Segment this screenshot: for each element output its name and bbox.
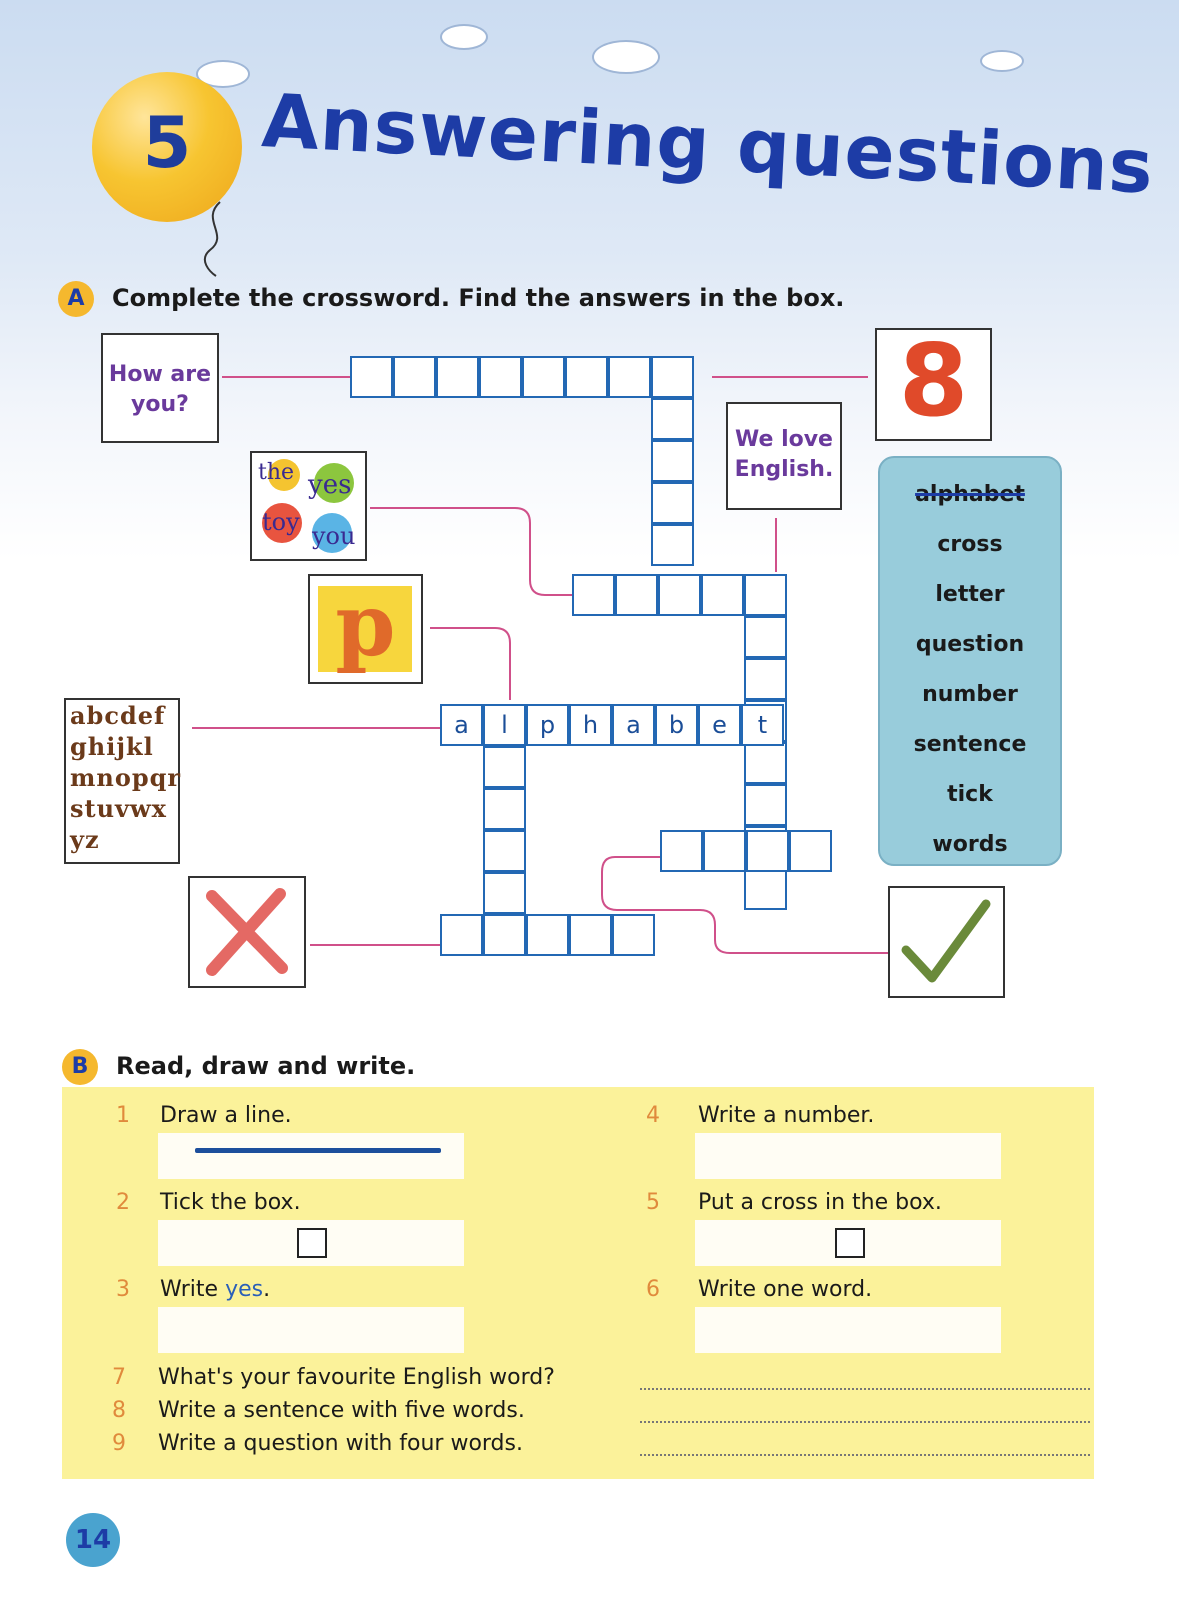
crossword-filled-cell[interactable]: l (483, 704, 526, 746)
tick-checkbox[interactable] (297, 1228, 327, 1258)
cross-checkbox[interactable] (835, 1228, 865, 1258)
item-text: Draw a line. (160, 1103, 292, 1128)
item-number: 1 (116, 1103, 130, 1128)
unit-title: Answering questions (259, 78, 1157, 211)
alphabet-line: ghijkl (70, 732, 154, 761)
item-number: 4 (646, 1103, 660, 1128)
crossword-filled-cell[interactable]: b (655, 704, 698, 746)
item-text: Write a sentence with five words. (158, 1398, 525, 1423)
crossword-cell[interactable] (483, 872, 526, 914)
item-text: Tick the box. (160, 1190, 301, 1215)
crossword-cell[interactable] (651, 482, 694, 524)
crossword-cell[interactable] (651, 440, 694, 482)
crossword-cell[interactable] (660, 830, 703, 872)
crossword-cell[interactable] (483, 914, 526, 956)
crossword-cell[interactable] (789, 830, 832, 872)
answer-line-question[interactable] (640, 1454, 1090, 1456)
clue-we-love-english-text: We love English. (734, 427, 834, 482)
word-box-item: tick (947, 782, 993, 807)
item-text: Put a cross in the box. (698, 1190, 942, 1215)
crossword-cell[interactable] (651, 524, 694, 566)
crossword-cell[interactable] (483, 788, 526, 830)
crossword-cell[interactable] (483, 746, 526, 788)
crossword-cell[interactable] (651, 356, 694, 398)
crossword-cell[interactable] (522, 356, 565, 398)
alphabet-line: abcdef (70, 701, 166, 730)
tick-mark-icon (896, 892, 996, 992)
item-number: 9 (112, 1431, 126, 1456)
crossword-cell[interactable] (565, 356, 608, 398)
crossword-filled-cell[interactable]: a (440, 704, 483, 746)
word-box-item: alphabet (915, 482, 1025, 507)
answer-field-word[interactable] (695, 1307, 1001, 1353)
crossword-filled-cell[interactable]: h (569, 704, 612, 746)
crossword-cell[interactable] (744, 742, 787, 784)
clue-eight-number: 8 (898, 322, 969, 439)
item-number: 5 (646, 1190, 660, 1215)
word-box-item: words (932, 832, 1008, 857)
section-a-badge: A (58, 281, 94, 317)
crossword-cell[interactable] (436, 356, 479, 398)
crossword-cell[interactable] (483, 830, 526, 872)
clue-word-toy: toy (262, 508, 300, 536)
crossword-cell[interactable] (393, 356, 436, 398)
crossword-cell[interactable] (615, 574, 658, 616)
word-box-item: sentence (913, 732, 1027, 757)
answer-line-favourite-word[interactable] (640, 1388, 1090, 1390)
alphabet-line: mnopqr (70, 763, 182, 792)
word-box-item: letter (935, 582, 1005, 607)
clue-letter-p: p (335, 575, 396, 676)
crossword-cell[interactable] (569, 914, 612, 956)
page-number: 14 (66, 1513, 120, 1567)
crossword-filled-cell[interactable]: t (741, 704, 784, 746)
item-text: Write one word. (698, 1277, 873, 1302)
item-text: Write a number. (698, 1103, 875, 1128)
item-number: 2 (116, 1190, 130, 1215)
word-box-item: number (922, 682, 1018, 707)
answer-field-yes[interactable] (158, 1307, 464, 1353)
crossword-cell[interactable] (440, 914, 483, 956)
crossword-cell[interactable] (744, 868, 787, 910)
crossword-cell[interactable] (701, 574, 744, 616)
crossword-cell[interactable] (744, 658, 787, 700)
item-text: What's your favourite English word? (158, 1365, 555, 1390)
clue-word-you: you (312, 522, 356, 550)
answer-line-sentence[interactable] (640, 1421, 1090, 1423)
clue-alphabet-text (70, 700, 181, 855)
crossword-cell[interactable] (608, 356, 651, 398)
crossword-cell[interactable] (612, 914, 655, 956)
crossword-cell[interactable] (350, 356, 393, 398)
clue-how-are-you-text: How are you? (108, 362, 212, 417)
crossword-cell[interactable] (746, 830, 789, 872)
crossword-cell[interactable] (651, 398, 694, 440)
section-b-badge: B (62, 1049, 98, 1085)
alphabet-line: stuvwx (70, 794, 167, 823)
crossword-cell[interactable] (744, 574, 787, 616)
crossword-cell[interactable] (658, 574, 701, 616)
answer-field-number[interactable] (695, 1133, 1001, 1179)
crossword-filled-cell[interactable]: a (612, 704, 655, 746)
crossword-cell[interactable] (479, 356, 522, 398)
item-number: 3 (116, 1277, 130, 1302)
item-number: 8 (112, 1398, 126, 1423)
unit-number: 5 (142, 102, 192, 184)
item-number: 6 (646, 1277, 660, 1302)
crossword-cell[interactable] (744, 616, 787, 658)
alphabet-line: yz (70, 825, 100, 854)
crossword-filled-cell[interactable]: e (698, 704, 741, 746)
crossword-cell[interactable] (703, 830, 746, 872)
item-text (160, 1277, 270, 1302)
crossword-cell[interactable] (744, 784, 787, 826)
item-text: Write a question with four words. (158, 1431, 523, 1456)
section-a-instruction: Complete the crossword. Find the answers in the box. (112, 284, 845, 312)
cross-mark-icon (198, 884, 296, 980)
clue-word-yes: yes (308, 470, 352, 500)
clue-word-the: the (258, 460, 295, 485)
item-number: 7 (112, 1365, 126, 1390)
word-box-item: question (915, 632, 1025, 657)
answer-area-line[interactable] (158, 1133, 464, 1179)
item-text-start: Write (160, 1277, 226, 1302)
drawn-line (195, 1148, 441, 1153)
crossword-filled-cell[interactable]: p (526, 704, 569, 746)
item-highlight-word: yes (225, 1277, 264, 1302)
crossword-cell[interactable] (526, 914, 569, 956)
section-b-instruction: Read, draw and write. (116, 1052, 416, 1080)
crossword-cell[interactable] (572, 574, 615, 616)
item-text-tail: . (263, 1277, 271, 1302)
word-box-item: cross (937, 532, 1003, 557)
